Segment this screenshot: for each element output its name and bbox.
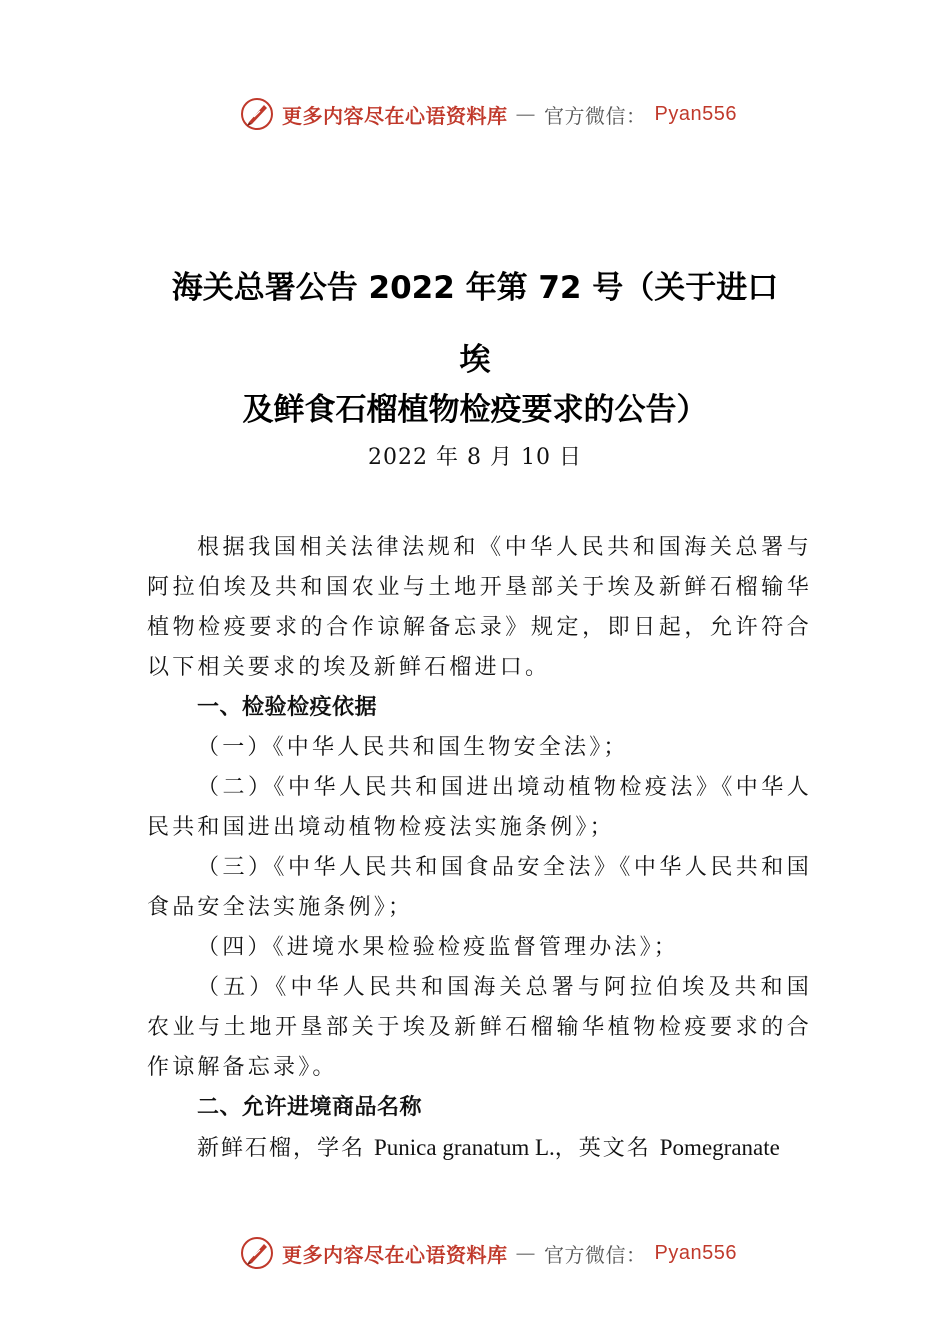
quill-pen-logo-icon xyxy=(240,97,274,131)
basis-item-5: （五）《中华人民共和国海关总署与阿拉伯埃及共和国农业与土地开垦部关于埃及新鲜石榴输华植物检疫要求的合作谅解备忘录》。 xyxy=(147,975,812,1080)
document-title-line-1: 海关总署公告 2022 年第 72 号（关于进口 xyxy=(171,270,779,306)
banner-wechat-label: 官方微信： xyxy=(544,1242,647,1267)
banner-brand-text: 更多内容尽在心语资料库 xyxy=(282,103,508,128)
commodity-paragraph xyxy=(147,1128,812,1169)
banner-wechat-id: Pyan556 xyxy=(654,1241,737,1264)
banner-wechat-id: Pyan556 xyxy=(654,102,737,125)
basis-item-2: （二）《中华人民共和国进出境动植物检疫法》《中华人民共和国进出境动植物检疫法实施条例》； xyxy=(147,775,812,840)
footer-watermark-banner xyxy=(240,1233,737,1273)
basis-item-1: （一）《中华人民共和国生物安全法》； xyxy=(197,735,629,760)
banner-wechat-label: 官方微信： xyxy=(544,103,647,128)
document-title-line-2: 埃 xyxy=(459,342,491,378)
banner-brand-text: 更多内容尽在心语资料库 xyxy=(282,1242,508,1267)
section-2-heading: 二、允许进境商品名称 xyxy=(197,1095,423,1120)
banner-separator: — xyxy=(515,102,536,126)
basis-item-3: （三）《中华人民共和国食品安全法》《中华人民共和国食品安全法实施条例》； xyxy=(147,855,812,920)
document-title-line-3: 及鲜食石榴植物检疫要求的公告） xyxy=(242,392,708,428)
commodity-text-middle: ，英文名 xyxy=(554,1136,660,1161)
basis-item-4: （四）《进境水果检验检疫监督管理办法》； xyxy=(197,935,680,960)
document-body xyxy=(147,528,812,1169)
banner-separator: — xyxy=(515,1241,536,1265)
section-1-heading: 一、检验检疫依据 xyxy=(197,695,378,720)
document-date: 2022 年 8 月 10 日 xyxy=(368,445,582,470)
scientific-name: Punica granatum L. xyxy=(374,1135,555,1160)
intro-paragraph: 根据我国相关法律法规和《中华人民共和国海关总署与阿拉伯埃及共和国农业与土地开垦部关于埃及新鲜石榴输华植物检疫要求的合作谅解备忘录》规定，即日起，允许符合以下相关要求的埃及新鲜石榴进口。 xyxy=(147,535,812,680)
english-name: Pomegranate xyxy=(659,1135,780,1160)
quill-pen-logo-icon xyxy=(240,1236,274,1270)
commodity-text-prefix: 新鲜石榴，学名 xyxy=(197,1136,374,1161)
header-watermark-banner xyxy=(240,94,737,134)
